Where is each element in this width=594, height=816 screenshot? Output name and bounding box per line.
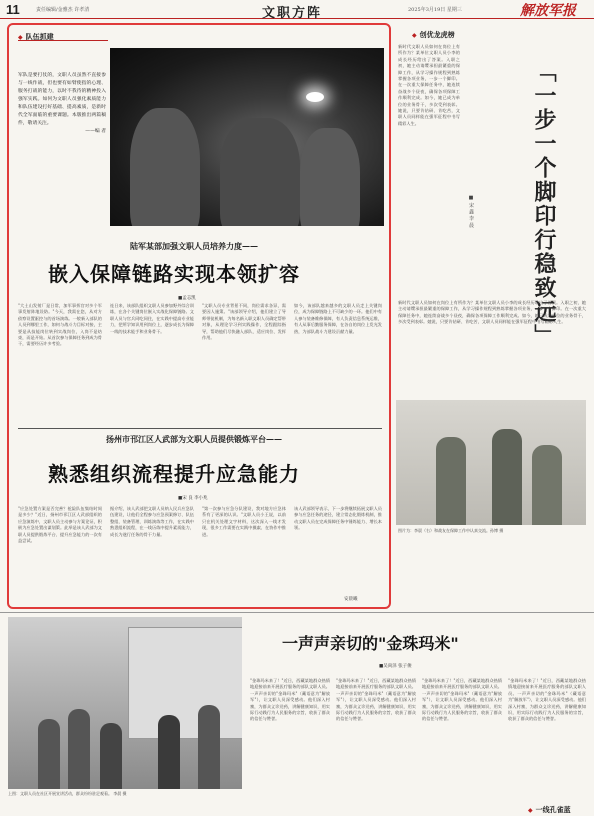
story1-body-col1: "大土山发射厂是日常，加军事挥官对多个军事发射阵地设防。"今天，我需在您，从对方侦察设置驱控与的首场演练。一般新入部队的人员到哪里工作，如何与战斗力目标对接，主要是从技能岗位转到实战岗位，入岗不是结束，而是开始。从首次参与保障任务到成为骨干，需要经历许多考验。 [18, 303, 102, 347]
section-tag-frontline: ◆ 一线孔雀蓝 [528, 805, 571, 815]
story2-body-col4: 该人武部领导表示，下一步将继续拓展文职人员参与应急任务的途径，建立常态化锻炼机制，推动文职人员在完成保障任务中锤炼能力、增长本领。 [294, 506, 382, 531]
bottom-body-col4: "金珠玛米来了！"近日，西藏某地群众热情地迎接前来开展医疗服务的部队文职人员。一声声亲切的"金珠玛米"（藏语意为"解放军"），让文职人员深受感动。他们深入村寨，为群众义诊送药，讲解健康知识，用实际行动践行为人民服务的宗旨，收获了群众的信任与赞誉。 [508, 678, 586, 722]
story1-photo [110, 48, 384, 226]
section-tag-excellence: ◆ 创优龙虎榜 [412, 30, 455, 40]
story2-body-col3: "第一次参与应急分队建设，我对地方应急体系有了更深的认识。"文职人员小王说，以前只在机关处理文字材料，这次深入一线才发现，很多工作需要在实践中摸索、在协作中推进。 [202, 506, 286, 537]
person-figure [100, 723, 122, 789]
soldier-figure [130, 108, 200, 226]
story1-body-col4: 如今，该部队越来越多的文职人员走上关键岗位，成为保障链路上不可缺少的一环。他们中有人参与装备维修保障，有人负责信息系统运维，有人从事后勤服务保障，在各自的岗位上发光发热，为部队战斗力建设贡献力量。 [294, 303, 382, 334]
issue-date: 2025年3月19日 星期三 [408, 7, 462, 13]
person-figure [38, 719, 60, 789]
story2-body-col2: 据介绍，该人武部把文职人员纳入民兵应急队伍建设，让他们全程参与应急预案修订、队伍整组、装备管理、训练演练等工作，在实践中熟悉组织流程，在一线历练中提升素质能力，成长为遂行任务的骨干力量。 [110, 506, 194, 537]
person-figure [532, 445, 562, 525]
editor-note: 军队是要打仗的，文职人员虽然不直接参与一线作战，但也要有如臂使指的心理、服务打战的能力，以时不我待的精神投入强军实践。如何为文职人员强化素质能力和队伍建设打好基础、提高素质，是新时代全军面临的重要课题。本版推出两篇稿件，敬请关注。 ——编 者 [18, 73, 106, 134]
section-rule [18, 40, 108, 41]
bottom-body-col2: "金珠玛米来了！"近日，西藏某地群众热情地迎接前来开展医疗服务的部队文职人员。一声声亲切的"金珠玛米"（藏语意为"解放军"），让文职人员深受感动。他们深入村寨，为群众义诊送药，讲解健康知识，用实际行动践行为人民服务的宗旨，收获了群众的信任与赞誉。 [336, 678, 416, 722]
bottom-divider [0, 612, 594, 613]
person-figure [198, 705, 220, 789]
soldier-figure [220, 118, 300, 226]
story1-body-col3: "文职人员专业背景不同，岗位需求各异，需要因人施策。"该部领导介绍，他们建立了导师带徒机制，为每名新入职文职人员确定帮带对象，从理论学习到实践操作，全程跟踪指导，帮助他们尽快融入部队、适应岗位、发挥作用。 [202, 303, 286, 341]
soldier-figure [300, 128, 360, 226]
story1-headline: 嵌入保障链路实现本领扩容 [48, 262, 300, 286]
person-figure [492, 429, 522, 525]
bottom-byline: ■吴尚泽 张子俊 [379, 664, 412, 669]
section-tag-team-building: ◆ 队伍抓建 [18, 32, 54, 42]
story2-body-col1: "应急处置方案是否完善？抢险队伍集结时间是多少？"近日，扬州市邗江区人武部组织的应急演练中，文职人员主动参与方案论证，积极为应急处置出谋划策。此举是该人武部为文职人员提供锻炼平台、提升应急能力的一次有益尝试。 [18, 506, 102, 544]
bottom-photo-caption: 上图：文职人员在社区开展宣讲活动，群众纷纷驻足观看。 李晨 摄 [8, 791, 127, 796]
lamp-light [306, 92, 324, 102]
bottom-photo [8, 617, 242, 789]
person-figure [158, 715, 180, 789]
newspaper-logo: 解放军报 [520, 3, 576, 19]
bottom-body-col1: "金珠玛米来了！"近日，西藏某地群众热情地迎接前来开展医疗服务的部队文职人员。一声声亲切的"金珠玛米"（藏语意为"解放军"），让文职人员深受感动。他们深入村寨，为群众义诊送药，讲解健康知识，用实际行动践行为人民服务的宗旨，收获了群众的信任与赞誉。 [250, 678, 330, 722]
display-board [128, 627, 242, 739]
bottom-body-col3: "金珠玛米来了！"近日，西藏某地群众热情地迎接前来开展医疗服务的部队文职人员。一声声亲切的"金珠玛米"（藏语意为"解放军"），让文职人员深受感动。他们深入村寨，为群众义诊送药，讲解健康知识，用实际行动践行为人民服务的宗旨，收获了群众的信任与赞誉。 [422, 678, 502, 722]
story2-headline: 熟悉组织流程提升应急能力 [48, 462, 300, 486]
story2-kicker: 扬州市邗江区人武部为文职人员提供锻炼平台—— [106, 434, 282, 444]
editors-line: 责任编辑/金雅杰 许孝清 [36, 7, 90, 13]
bottom-headline: 一声声亲切的"金珠玛米" [282, 634, 459, 653]
story1-kicker: 陆军某部加强文职人员培养力度—— [130, 241, 258, 251]
story1-body-col2: 连日来，该部队组织文职人员参加野外综合训练，在各个关键岗位嵌入实战化保障链路。文职人员与官兵同吃同住，在实践中提高专业能力，把所学知识用到岗位上，逐步成长为保障一线的技术能手和业务骨干。 [110, 303, 194, 334]
feature-body-bottom: 新时代文职人员如何在岗位上有所作为？某单位文职人员小李的成长经历给出了答案。入职之初，她主动请缨承担最繁重的保障工作，从学习操作规程到熟练掌握各项业务，一步一个脚印。在一次重大保障任务中，她连续奋战多个昼夜，确保各项保障工作顺利完成。如今，她已成为单位的业务骨干，多次受到表彰。她说，只要肯钻研、肯吃苦，文职人员同样能在强军征程中书写精彩人生。 [398, 300, 586, 325]
feature-body-left: 新时代文职人员如何在岗位上有所作为？某单位文职人员小李的成长经历给出了答案。入职之初，她主动请缨承担最繁重的保障工作，从学习操作规程到熟练掌握各项业务，一步一个脚印。在一次重大保障任务中，她连续奋战多个昼夜，确保各项保障工作顺利完成。如今，她已成为单位的业务骨干，多次受到表彰。她说，只要肯钻研、肯吃苦，文职人员同样能在强军征程中书写精彩人生。 [398, 44, 460, 126]
feature-photo [396, 400, 586, 525]
column-title: 文职方阵 [262, 6, 323, 21]
story1-byline: ■孟志凯 [178, 296, 196, 301]
feature-byline: ■ 宋 鑫 李 晨 [468, 195, 474, 228]
story2-responsible-editor: 安晨曦 [344, 597, 358, 602]
page-number: 11 [6, 2, 20, 17]
story2-byline: ■宋 良 李小兆 [178, 496, 208, 501]
feature-title: 「一步一个脚印行稳致远」 [531, 60, 557, 348]
person-figure [68, 709, 90, 789]
person-figure [436, 437, 466, 525]
story-divider [18, 428, 382, 429]
feature-photo-caption: 图片为：李晨（右）和战友在保障工作中认真交流。孙博 摄 [398, 528, 504, 533]
